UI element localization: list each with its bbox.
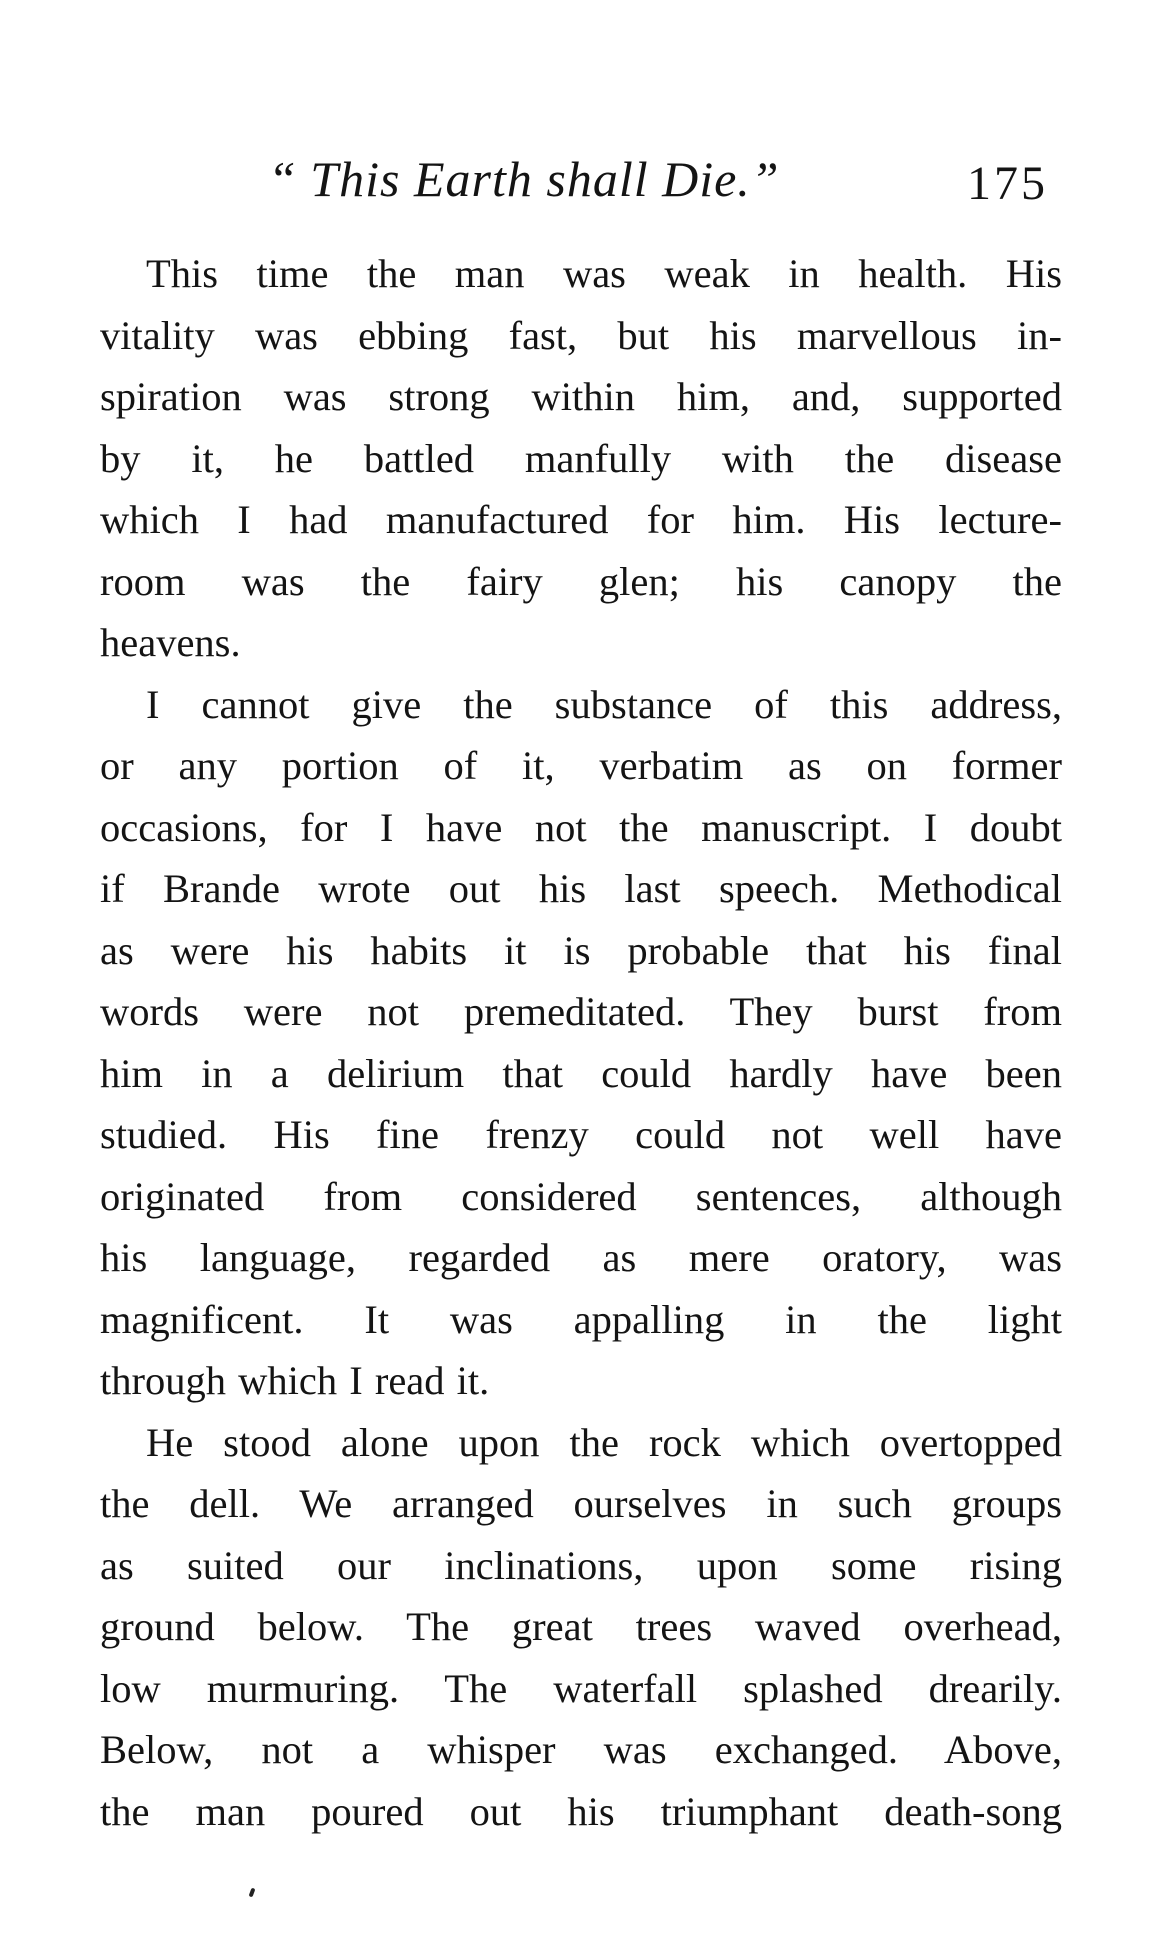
text-line: occasions, for I have not the manuscript. I doubt (100, 804, 1062, 850)
text-line: by it, he battled manfully with the disease (100, 435, 1062, 481)
running-head (100, 150, 1060, 220)
running-title: “ This Earth shall Die.” (268, 151, 780, 207)
text-line: He stood alone upon the rock which overtopped (146, 1419, 1062, 1465)
text-line: This time the man was weak in health. His (146, 251, 1062, 296)
page-number: 175 (967, 157, 1048, 210)
paragraph-3 (100, 1412, 1062, 1843)
text-line: room was the fairy glen; his canopy the (100, 558, 1062, 604)
text-line: ground below. The great trees waved overhead, (100, 1604, 1062, 1649)
text-line: his language, regarded as mere oratory, was (100, 1235, 1062, 1280)
text-line: vitality was ebbing fast, but his marvellous in- (100, 312, 1062, 358)
text-line: him in a delirium that could hardly have been (100, 1050, 1062, 1096)
text-line: through which I read it. (100, 1358, 490, 1403)
text-line: originated from considered sentences, although (100, 1173, 1062, 1219)
text-line: magnificent. It was appalling in the light (100, 1296, 1062, 1342)
paragraph-2 (100, 674, 1062, 1412)
text-line: as were his habits it is probable that his final (100, 927, 1062, 973)
text-line: or any portion of it, verbatim as on former (100, 743, 1062, 788)
text-line: words were not premeditated. They burst from (100, 989, 1062, 1034)
text-line: as suited our inclinations, upon some rising (100, 1542, 1062, 1588)
text-line: I cannot give the substance of this address, (146, 681, 1062, 727)
text-line: heavens. (100, 620, 241, 665)
text-line: spiration was strong within him, and, supported (100, 374, 1062, 419)
paragraph-1 (100, 243, 1062, 674)
text-line: the man poured out his triumphant death-song (100, 1788, 1062, 1834)
text-line: low murmuring. The waterfall splashed drearily. (100, 1665, 1062, 1711)
text-line: the dell. We arranged ourselves in such groups (100, 1481, 1062, 1526)
text-line: if Brande wrote out his last speech. Methodical (100, 866, 1062, 911)
text-line: Below, not a whisper was exchanged. Above, (100, 1727, 1062, 1772)
ink-speck (249, 1888, 256, 1898)
body-text (100, 243, 1062, 1842)
text-line: studied. His fine frenzy could not well have (100, 1112, 1062, 1157)
text-line: which I had manufactured for him. His lecture- (100, 497, 1062, 542)
